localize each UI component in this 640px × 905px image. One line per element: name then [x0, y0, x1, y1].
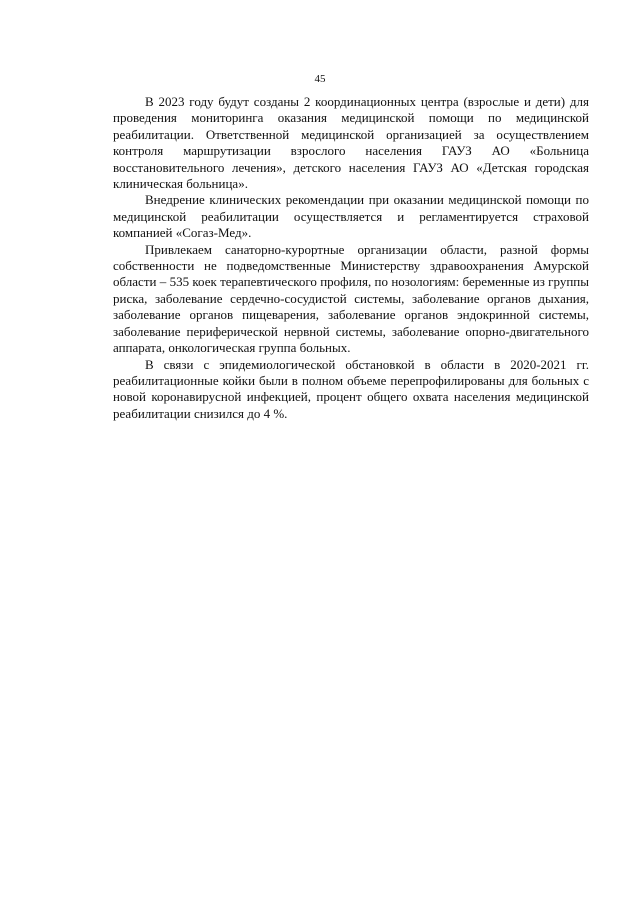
paragraph-clinical-recommendations: Внедрение клинических рекомендации при оказании медицинской помощи по медицинской реабилитации осуществляется и регламентируется страховой компанией «Согаз-Мед».	[113, 192, 589, 241]
page-number: 45	[314, 73, 326, 85]
paragraph-epidemiological-situation: В связи с эпидемиологической обстановкой в области в 2020-2021 гг. реабилитационные койки были в полном объеме перепрофилированы для больных с новой коронавирусной инфекцией, процент общего охвата населения медицинской реабилитации снизился до 4 %.	[113, 356, 589, 421]
paragraph-sanatorium-organizations: Привлекаем санаторно-курортные организации области, разной формы собственности не подведомственные Министерству здравоохранения Амурской области – 535 коек терапевтического профиля, по нозологиям: беременные из группы риска, заболевание сердечно-сосудистой системы, заболевание органов дыхания, заболевание органов пищеварения, заболевание органов эндокринной системы, заболевание периферической нервной системы, заболевание опорно-двигательного аппарата, онкологическая группа больных.	[113, 241, 589, 356]
document-body	[113, 94, 589, 422]
paragraph-coordination-centers: В 2023 году будут созданы 2 координационных центра (взрослые и дети) для проведения мониторинга оказания медицинской помощи по медицинской реабилитации. Ответственной медицинской организацией за осуществлением контроля маршрутизации взрослого населения ГАУЗ АО «Больница восстановительного лечения», детского населения ГАУЗ АО «Детская городская клиническая больница».	[113, 94, 589, 192]
